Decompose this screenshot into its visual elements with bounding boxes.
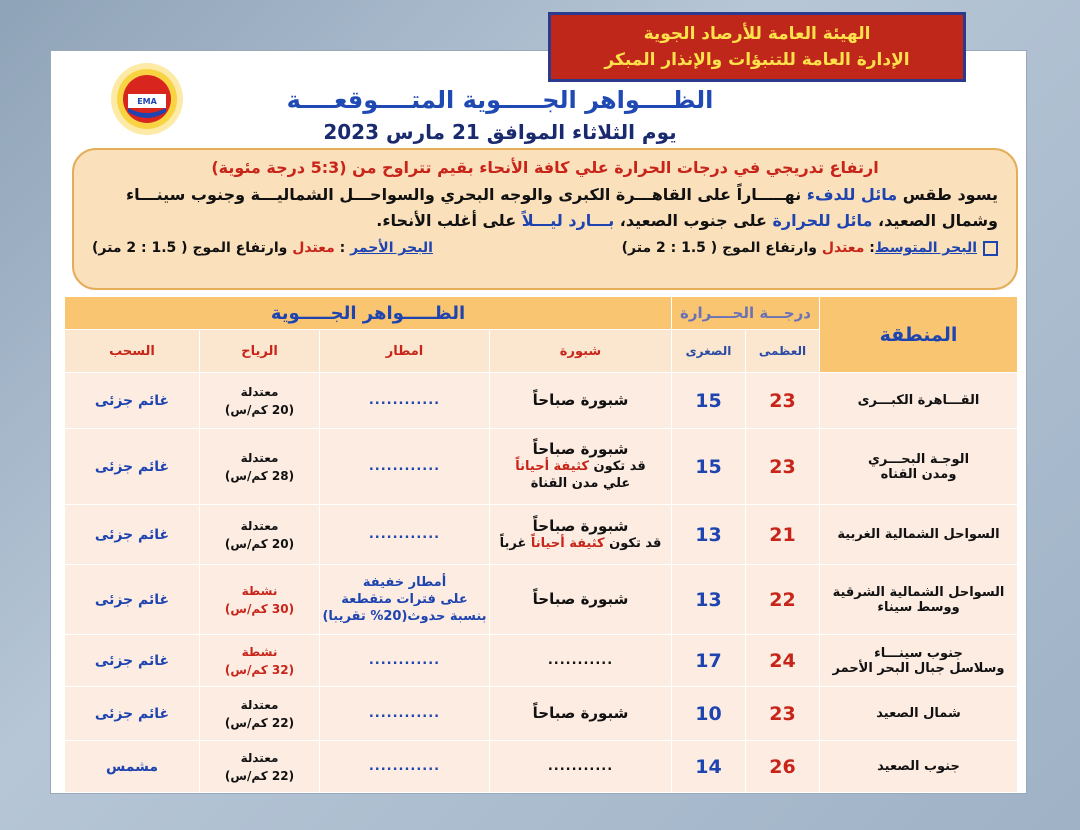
region-cell: جنوب الصعيد bbox=[820, 741, 1018, 793]
desc-part: على أغلب الأنحاء. bbox=[376, 211, 522, 230]
min-temp: 13 bbox=[672, 505, 746, 565]
min-temp: 14 bbox=[672, 741, 746, 793]
min-temp: 15 bbox=[672, 373, 746, 429]
org-department: الإدارة العامة للتنبؤات والإنذار المبكر bbox=[604, 50, 910, 70]
min-temp: 15 bbox=[672, 429, 746, 505]
cloud-cell: غائم جزئى bbox=[65, 429, 200, 505]
sea-state bbox=[92, 240, 998, 256]
region-cell: السواحل الشمالية الغربية bbox=[820, 505, 1018, 565]
region-cell: القـــاهرة الكبـــرى bbox=[820, 373, 1018, 429]
mediterranean-state bbox=[622, 240, 998, 256]
col-rain-header: امطار bbox=[320, 330, 490, 373]
fog-cell: ........... bbox=[490, 635, 672, 687]
rain-cell: ............ bbox=[320, 505, 490, 565]
desc-part: نهـــــاراً على القاهـــرة الكبرى والوجه البحري والسواحـــل الشماليـــة وجنوب سينـــاء وشمال الصعيد، bbox=[125, 185, 998, 230]
sep: : bbox=[334, 240, 351, 256]
cloud-cell: غائم جزئى bbox=[65, 373, 200, 429]
max-temp: 26 bbox=[746, 741, 820, 793]
temperature-headline: ارتفاع تدريجي في درجات الحرارة علي كافة الأنحاء بقيم تتراوح من (5:3 درجة مئوية) bbox=[211, 158, 879, 177]
fog-cell: شبورة صباحاً bbox=[490, 687, 672, 741]
sep: : bbox=[864, 240, 875, 256]
rain-cell: ............ bbox=[320, 373, 490, 429]
max-temp: 23 bbox=[746, 429, 820, 505]
wind-cell: نشطة (30 كم/س) bbox=[200, 565, 320, 635]
min-temp: 10 bbox=[672, 687, 746, 741]
rain-cell: ............ bbox=[320, 741, 490, 793]
desc-hot: مائل للحرارة bbox=[772, 211, 873, 230]
wind-cell: معتدلة (22 كم/س) bbox=[200, 741, 320, 793]
min-temp: 13 bbox=[672, 565, 746, 635]
wind-cell: معتدلة (20 كم/س) bbox=[200, 505, 320, 565]
org-name: الهيئة العامة للأرصاد الجوية bbox=[643, 24, 871, 44]
col-wind-header: الرياح bbox=[200, 330, 320, 373]
wind-cell: معتدلة (20 كم/س) bbox=[200, 373, 320, 429]
red-sea-condition: معتدل bbox=[292, 240, 335, 256]
region-cell: الوجـة البحـــري ومدن القناه bbox=[820, 429, 1018, 505]
desc-part: يسود طقس bbox=[897, 185, 998, 204]
ema-logo-icon bbox=[108, 60, 186, 138]
mediterranean-wave: وارتفاع الموج ( 1.5 : 2 متر) bbox=[621, 240, 822, 256]
desc-part: على جنوب الصعيد، bbox=[614, 211, 773, 230]
fog-cell: شبورة صباحاً bbox=[490, 565, 672, 635]
col-region-header: المنطقة bbox=[820, 297, 1018, 373]
cloud-cell: مشمس bbox=[65, 741, 200, 793]
desc-warm: مائل للدفء bbox=[806, 185, 898, 204]
organization-badge bbox=[548, 12, 966, 82]
wind-cell: نشطة (32 كم/س) bbox=[200, 635, 320, 687]
rain-cell: ............ bbox=[320, 429, 490, 505]
red-sea-wave: وارتفاع الموج ( 1.5 : 2 متر) bbox=[92, 240, 293, 256]
table-row bbox=[65, 687, 1018, 741]
cloud-cell: غائم جزئى bbox=[65, 687, 200, 741]
mediterranean-label: البحر المتوسط bbox=[874, 240, 977, 256]
cloud-cell: غائم جزئى bbox=[65, 565, 200, 635]
rain-cell: ............ bbox=[320, 687, 490, 741]
col-fog-header: شبورة bbox=[490, 330, 672, 373]
region-cell: شمال الصعيد bbox=[820, 687, 1018, 741]
table-row bbox=[65, 373, 1018, 429]
max-temp: 23 bbox=[746, 687, 820, 741]
forecast-date: يوم الثلاثاء الموافق 21 مارس 2023 bbox=[323, 120, 677, 144]
table-row bbox=[65, 429, 1018, 505]
min-temp: 17 bbox=[672, 635, 746, 687]
col-phenomena-header: الظـــــواهر الجـــــوية bbox=[65, 297, 672, 330]
red-sea-label: البحر الأحمر bbox=[350, 240, 433, 256]
col-min-header: الصغرى bbox=[672, 330, 746, 373]
region-cell: جنوب سينـــاء وسلاسل جبال البحر الأحمر bbox=[820, 635, 1018, 687]
cloud-cell: غائم جزئى bbox=[65, 635, 200, 687]
col-cloud-header: السحب bbox=[65, 330, 200, 373]
max-temp: 23 bbox=[746, 373, 820, 429]
fog-cell: شبورة صباحاً قد تكون كثيفة أحياناً علي مدن القناة bbox=[490, 429, 672, 505]
rain-cell: ............ bbox=[320, 635, 490, 687]
red-sea-state bbox=[92, 240, 433, 256]
table-row bbox=[65, 635, 1018, 687]
desc-cold-night: بـــارد ليـــلاً bbox=[521, 211, 615, 230]
forecast-table bbox=[64, 296, 1018, 793]
table-row bbox=[65, 741, 1018, 793]
mediterranean-condition: معتدل bbox=[821, 240, 865, 256]
table-row bbox=[65, 565, 1018, 635]
fog-cell: ........... bbox=[490, 741, 672, 793]
cloud-cell: غائم جزئى bbox=[65, 505, 200, 565]
forecast-summary-box bbox=[72, 148, 1018, 290]
page-title: الظــــواهر الجـــــوية المتــــوقعــــة bbox=[286, 86, 714, 114]
max-temp: 22 bbox=[746, 565, 820, 635]
checkbox-icon bbox=[983, 241, 998, 256]
table-row bbox=[65, 505, 1018, 565]
col-temp-header: درجـــة الحــــرارة bbox=[672, 297, 820, 330]
logo-lettering: EMA bbox=[137, 97, 157, 106]
wind-cell: معتدلة (28 كم/س) bbox=[200, 429, 320, 505]
region-cell: السواحل الشمالية الشرقية ووسط سيناء bbox=[820, 565, 1018, 635]
max-temp: 24 bbox=[746, 635, 820, 687]
weather-description bbox=[92, 182, 998, 234]
fog-cell: شبورة صباحاً bbox=[490, 373, 672, 429]
wind-cell: معتدلة (22 كم/س) bbox=[200, 687, 320, 741]
max-temp: 21 bbox=[746, 505, 820, 565]
col-max-header: العظمى bbox=[746, 330, 820, 373]
fog-cell: شبورة صباحاً قد تكون كثيفة أحياناً غرباً bbox=[490, 505, 672, 565]
rain-cell: أمطار خفيفة على فترات متقطعة بنسبة حدوث(20% تقريبا) bbox=[320, 565, 490, 635]
